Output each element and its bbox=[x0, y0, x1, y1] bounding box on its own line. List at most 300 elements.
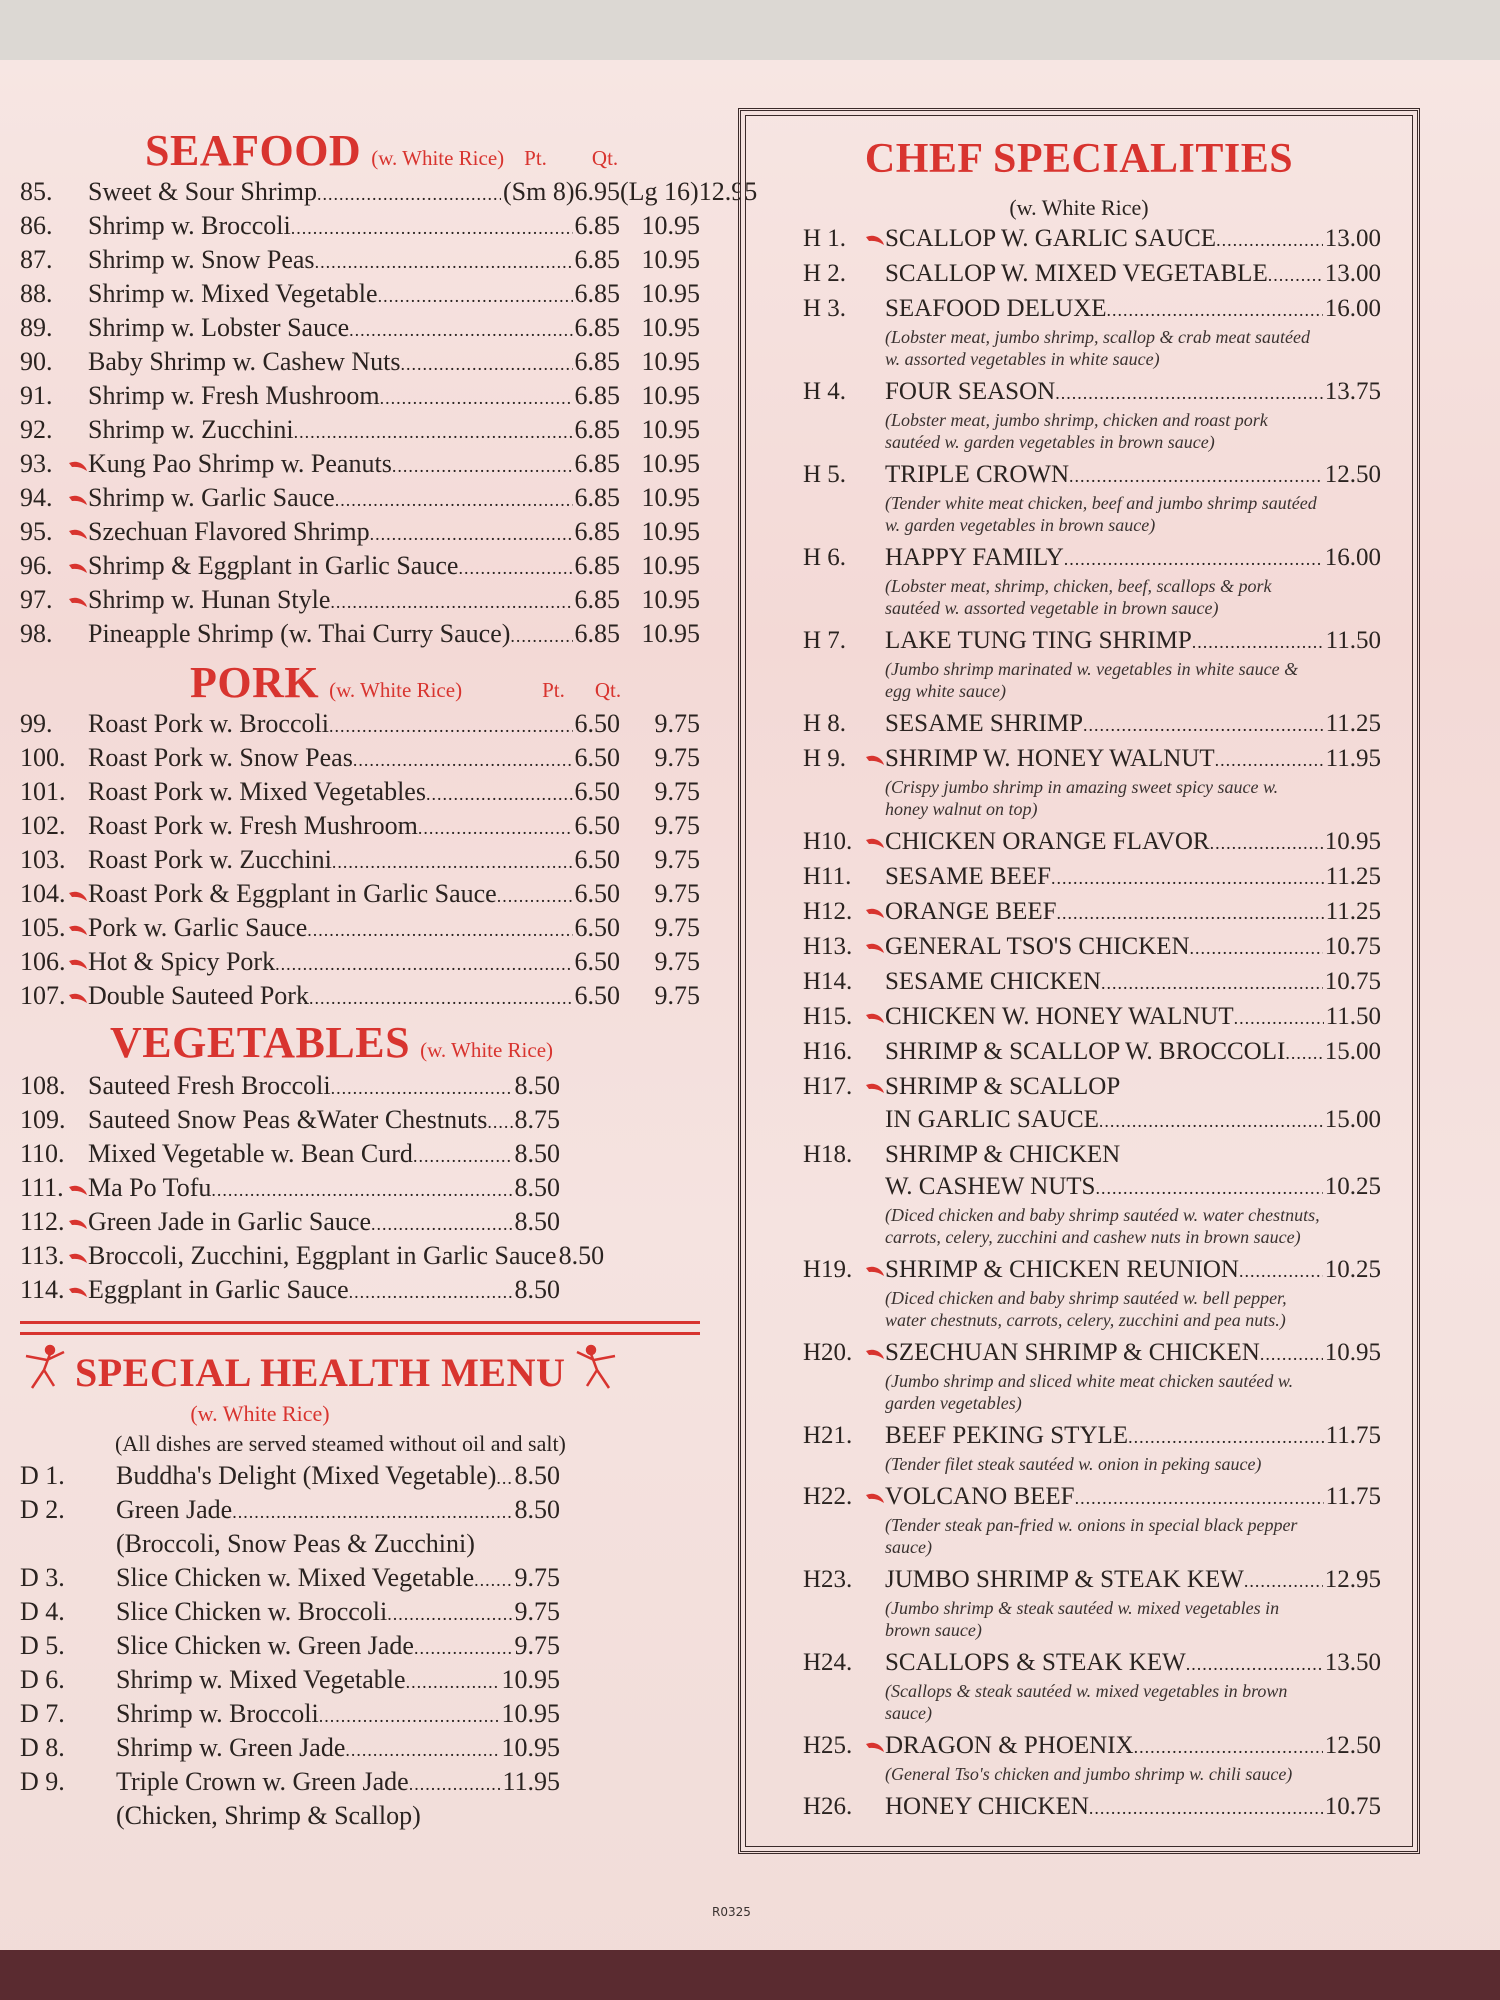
chef-item bbox=[803, 861, 1381, 894]
chef-specialities-box bbox=[738, 108, 1420, 1854]
chef-item bbox=[803, 1791, 1381, 1824]
item-price: 11.95 bbox=[502, 1767, 560, 1796]
chef-subtitle: (w. White Rice) bbox=[1009, 195, 1149, 220]
item-number: 89. bbox=[20, 313, 53, 342]
health-note: (All dishes are served steamed without oil and salt) bbox=[115, 1431, 566, 1456]
item-name: Shrimp w. Snow Peas bbox=[88, 245, 315, 274]
item-code: H20. bbox=[803, 1339, 853, 1366]
item-code: H25. bbox=[803, 1732, 853, 1759]
leader-dots bbox=[1260, 1337, 1323, 1370]
item-name: Shrimp w. Lobster Sauce bbox=[88, 313, 350, 342]
leader-dots bbox=[378, 277, 573, 313]
leader-dots bbox=[409, 1765, 501, 1801]
leader-dots bbox=[317, 175, 501, 211]
item-price: 16.00 bbox=[1324, 295, 1381, 322]
leader-dots bbox=[294, 413, 573, 449]
menu-item bbox=[20, 843, 700, 877]
leader-dots bbox=[1216, 223, 1323, 256]
chef-item-row bbox=[803, 1071, 1381, 1104]
chef-item-row bbox=[803, 223, 1381, 256]
item-name: DRAGON & PHOENIX bbox=[885, 1732, 1134, 1759]
leader-dots bbox=[474, 1561, 512, 1597]
item-price: 10.95 bbox=[501, 1665, 560, 1694]
chef-item bbox=[803, 1420, 1381, 1475]
item-name: Shrimp & Eggplant in Garlic Sauce bbox=[88, 551, 459, 580]
chef-item bbox=[803, 743, 1381, 820]
item-code: H 1. bbox=[803, 225, 847, 252]
item-number: 99. bbox=[20, 709, 53, 738]
item-price-pt: 6.50 bbox=[574, 709, 620, 738]
chef-item bbox=[803, 542, 1381, 619]
menu-item bbox=[20, 1663, 700, 1697]
item-name: SESAME SHRIMP bbox=[885, 710, 1083, 737]
leader-dots bbox=[349, 1273, 513, 1309]
chef-item bbox=[803, 1036, 1381, 1069]
item-price-pt: 6.85 bbox=[574, 347, 620, 376]
menu-item bbox=[20, 345, 700, 379]
item-price: 16.00 bbox=[1324, 544, 1381, 571]
item-price: 11.25 bbox=[1325, 863, 1381, 890]
item-name: Double Sauteed Pork bbox=[88, 981, 309, 1010]
seafood-title: SEAFOOD bbox=[145, 126, 362, 175]
item-name: Shrimp w. Green Jade bbox=[116, 1733, 346, 1762]
item-name: Shrimp w. Broccoli bbox=[88, 211, 291, 240]
chef-item-row bbox=[803, 459, 1381, 492]
leader-dots bbox=[418, 809, 573, 845]
item-name: GENERAL TSO'S CHICKEN bbox=[885, 933, 1190, 960]
item-subtitle: (Broccoli, Snow Peas & Zucchini) bbox=[116, 1529, 475, 1558]
item-code: H22. bbox=[803, 1483, 853, 1510]
item-code: H 5. bbox=[803, 461, 847, 488]
item-number: D 3. bbox=[20, 1563, 65, 1592]
item-price-pt: 6.50 bbox=[574, 879, 620, 908]
item-name: LAKE TUNG TING SHRIMP bbox=[885, 627, 1192, 654]
item-number: 91. bbox=[20, 381, 53, 410]
chef-item-row bbox=[803, 258, 1381, 291]
chef-item-row bbox=[803, 896, 1381, 929]
menu-item bbox=[20, 277, 700, 311]
chef-item bbox=[803, 625, 1381, 702]
seafood-qt-label: Qt. bbox=[591, 146, 619, 170]
item-name: SESAME BEEF bbox=[885, 863, 1052, 890]
leader-dots bbox=[1051, 861, 1324, 894]
menu-item bbox=[20, 515, 700, 549]
chef-item-row bbox=[803, 743, 1381, 776]
leader-dots bbox=[1099, 1104, 1323, 1137]
pork-qt-label: Qt. bbox=[594, 678, 622, 702]
item-price-pt: 6.85 bbox=[574, 211, 620, 240]
item-number: 98. bbox=[20, 619, 53, 648]
chef-item-row bbox=[803, 708, 1381, 741]
item-name: CHICKEN W. HONEY WALNUT bbox=[885, 1003, 1234, 1030]
item-price-qt: 10.95 bbox=[641, 619, 700, 648]
item-name-cont: W. CASHEW NUTS bbox=[885, 1173, 1096, 1200]
item-name: Roast Pork & Eggplant in Garlic Sauce bbox=[88, 879, 497, 908]
item-price: 12.50 bbox=[1324, 461, 1381, 488]
item-price-pt: 6.50 bbox=[574, 845, 620, 874]
item-name: HAPPY FAMILY bbox=[885, 544, 1064, 571]
item-code: H 4. bbox=[803, 378, 847, 405]
item-description: (Lobster meat, jumbo shrimp, scallop & crab meat sautéed w. assorted vegetables in white sauce) bbox=[885, 327, 1310, 369]
leader-dots bbox=[413, 1137, 513, 1173]
item-name: SCALLOPS & STEAK KEW bbox=[885, 1649, 1186, 1676]
item-name: HONEY CHICKEN bbox=[885, 1793, 1089, 1820]
chef-item-row bbox=[803, 1139, 1381, 1171]
chef-item bbox=[803, 966, 1381, 999]
item-number: 90. bbox=[20, 347, 53, 376]
item-price: 12.95 bbox=[1324, 1566, 1381, 1593]
chef-item-row bbox=[803, 542, 1381, 575]
leader-dots bbox=[414, 1629, 513, 1665]
item-code: H 2. bbox=[803, 260, 847, 287]
menu-item bbox=[20, 413, 700, 447]
leader-dots bbox=[335, 481, 573, 517]
chef-item bbox=[803, 376, 1381, 453]
item-price-qt: 9.75 bbox=[654, 981, 700, 1010]
item-name-cont: IN GARLIC SAUCE bbox=[885, 1106, 1099, 1133]
chef-item bbox=[803, 1071, 1381, 1137]
menu-item bbox=[20, 1103, 700, 1137]
item-description: (Lobster meat, jumbo shrimp, chicken and roast pork sautéed w. garden vegetables in brown sauce) bbox=[885, 410, 1268, 452]
item-price: 8.50 bbox=[514, 1139, 560, 1168]
leader-dots bbox=[315, 243, 573, 279]
item-number: 100. bbox=[20, 743, 66, 772]
item-price-pt: 6.50 bbox=[574, 947, 620, 976]
item-price-qt: 10.95 bbox=[641, 517, 700, 546]
item-code: H13. bbox=[803, 933, 853, 960]
item-price: 13.00 bbox=[1324, 260, 1381, 287]
item-number: 114. bbox=[20, 1275, 65, 1304]
leader-dots bbox=[1101, 966, 1323, 999]
health-header bbox=[20, 1345, 700, 1399]
item-code: H24. bbox=[803, 1649, 853, 1676]
leader-dots bbox=[1064, 542, 1323, 575]
item-name: Buddha's Delight (Mixed Vegetable) bbox=[116, 1461, 497, 1490]
menu-item bbox=[20, 243, 700, 277]
leader-dots bbox=[345, 1731, 499, 1767]
item-code: H23. bbox=[803, 1566, 853, 1593]
chef-item-row bbox=[803, 826, 1381, 859]
leader-dots bbox=[370, 515, 573, 551]
item-price: 10.75 bbox=[1324, 1793, 1381, 1820]
chef-item bbox=[803, 1730, 1381, 1785]
leader-dots bbox=[1215, 743, 1324, 776]
item-name: Roast Pork w. Broccoli bbox=[88, 709, 329, 738]
item-number: D 5. bbox=[20, 1631, 65, 1660]
leader-dots bbox=[1107, 293, 1323, 326]
item-name: SHRIMP & CHICKEN REUNION bbox=[885, 1256, 1239, 1283]
chef-item-row bbox=[803, 931, 1381, 964]
leader-dots bbox=[496, 1459, 512, 1495]
menu-item bbox=[20, 1069, 700, 1103]
item-code: H10. bbox=[803, 828, 853, 855]
item-price: 10.75 bbox=[1324, 933, 1381, 960]
leader-dots bbox=[1128, 1420, 1324, 1453]
item-code: H15. bbox=[803, 1003, 853, 1030]
item-price: 11.25 bbox=[1325, 710, 1381, 737]
leader-dots bbox=[332, 843, 573, 879]
item-price-qt: 9.75 bbox=[654, 947, 700, 976]
leader-dots bbox=[309, 979, 573, 1015]
chef-item-row bbox=[803, 1647, 1381, 1680]
item-number: D 9. bbox=[20, 1767, 65, 1796]
leader-dots bbox=[1095, 1171, 1322, 1204]
item-price-qt: 9.75 bbox=[654, 845, 700, 874]
item-code: H 7. bbox=[803, 627, 847, 654]
item-price-qt: 9.75 bbox=[654, 913, 700, 942]
table-surface-top bbox=[0, 0, 1500, 60]
leader-dots bbox=[458, 549, 572, 585]
item-price: 11.50 bbox=[1325, 1003, 1381, 1030]
item-name: Slice Chicken w. Mixed Vegetable bbox=[116, 1563, 475, 1592]
item-price: 10.95 bbox=[501, 1699, 560, 1728]
item-price: 10.95 bbox=[501, 1733, 560, 1762]
item-price-qt: 10.95 bbox=[641, 279, 700, 308]
item-code: H18. bbox=[803, 1141, 853, 1168]
menu-item bbox=[20, 945, 700, 979]
item-price-pt: 6.50 bbox=[574, 743, 620, 772]
menu-item bbox=[20, 1561, 700, 1595]
chef-item bbox=[803, 826, 1381, 859]
chef-item-row bbox=[803, 1564, 1381, 1597]
item-number: 109. bbox=[20, 1105, 66, 1134]
menu-item bbox=[20, 741, 700, 775]
pork-subtitle: (w. White Rice) bbox=[329, 678, 463, 702]
chef-item bbox=[803, 1481, 1381, 1558]
item-price-qt: 9.75 bbox=[654, 879, 700, 908]
item-number: 86. bbox=[20, 211, 53, 240]
item-name: Roast Pork w. Mixed Vegetables bbox=[88, 777, 426, 806]
item-price-qt: 10.95 bbox=[641, 245, 700, 274]
item-price: 10.25 bbox=[1324, 1173, 1381, 1200]
item-name: Pork w. Garlic Sauce bbox=[88, 913, 308, 942]
leader-dots bbox=[487, 1103, 512, 1139]
leader-dots bbox=[211, 1171, 512, 1207]
leader-dots bbox=[1186, 1647, 1323, 1680]
item-price-qt: 10.95 bbox=[641, 415, 700, 444]
leader-dots bbox=[1069, 459, 1323, 492]
health-subtitle: (w. White Rice) bbox=[190, 1401, 330, 1426]
item-number: 96. bbox=[20, 551, 53, 580]
vegetables-title: VEGETABLES bbox=[110, 1018, 411, 1067]
leader-dots bbox=[1190, 931, 1323, 964]
leader-dots bbox=[387, 1595, 512, 1631]
item-price-pt: 6.85 bbox=[574, 313, 620, 342]
item-number: 110. bbox=[20, 1139, 65, 1168]
chef-item bbox=[803, 1647, 1381, 1724]
chef-item bbox=[803, 1254, 1381, 1331]
chef-item-row bbox=[803, 1730, 1381, 1763]
menu-item bbox=[20, 1137, 700, 1171]
item-number: D 8. bbox=[20, 1733, 65, 1762]
item-name: SCALLOP W. MIXED VEGETABLE bbox=[885, 260, 1268, 287]
item-name: ORANGE BEEF bbox=[885, 898, 1057, 925]
item-price: 11.25 bbox=[1325, 898, 1381, 925]
item-number: D 4. bbox=[20, 1597, 65, 1626]
item-name: Shrimp w. Hunan Style bbox=[88, 585, 331, 614]
item-name: Green Jade in Garlic Sauce bbox=[88, 1207, 371, 1236]
health-list bbox=[20, 1459, 700, 1833]
item-code: H19. bbox=[803, 1256, 853, 1283]
leader-dots bbox=[1268, 258, 1323, 291]
item-number: 94. bbox=[20, 483, 53, 512]
item-number: 111. bbox=[20, 1173, 64, 1202]
item-price: 9.75 bbox=[514, 1631, 560, 1660]
leader-dots bbox=[497, 877, 573, 913]
item-price: 15.00 bbox=[1324, 1106, 1381, 1133]
leader-dots bbox=[1057, 896, 1324, 929]
item-number: 88. bbox=[20, 279, 53, 308]
item-price: 12.50 bbox=[1324, 1732, 1381, 1759]
menu-item bbox=[20, 1205, 700, 1239]
chef-item bbox=[803, 223, 1381, 256]
menu-item bbox=[20, 707, 700, 741]
chef-item-row bbox=[803, 1254, 1381, 1287]
leader-dots bbox=[331, 1069, 513, 1105]
leader-dots bbox=[1083, 708, 1324, 741]
leader-dots bbox=[1285, 1036, 1322, 1069]
menu-item bbox=[20, 175, 758, 209]
health-title: SPECIAL HEALTH MENU bbox=[75, 1349, 566, 1395]
chef-item bbox=[803, 1564, 1381, 1641]
leader-dots bbox=[1192, 625, 1324, 658]
item-number: 105. bbox=[20, 913, 66, 942]
leader-dots bbox=[1055, 376, 1323, 409]
chef-item-row bbox=[803, 1481, 1381, 1514]
item-code: H21. bbox=[803, 1422, 853, 1449]
menu-item bbox=[20, 1765, 700, 1799]
menu-item bbox=[20, 979, 700, 1013]
item-price-pt: 6.85 bbox=[574, 245, 620, 274]
item-number: 106. bbox=[20, 947, 66, 976]
item-price-pt: (Sm 8)6.95 bbox=[503, 177, 620, 206]
left-column bbox=[20, 125, 758, 1833]
item-price-qt: 9.75 bbox=[654, 777, 700, 806]
item-number: 97. bbox=[20, 585, 53, 614]
item-price-pt: 6.85 bbox=[574, 381, 620, 410]
item-price-qt: 10.95 bbox=[641, 313, 700, 342]
item-price: 8.50 bbox=[514, 1071, 560, 1100]
dancer-icon bbox=[571, 1342, 626, 1402]
leader-dots bbox=[329, 707, 573, 743]
leader-dots bbox=[371, 1205, 513, 1241]
chef-item-row bbox=[803, 1337, 1381, 1370]
leader-dots bbox=[392, 447, 573, 483]
item-name: Pineapple Shrimp (w. Thai Curry Sauce) bbox=[88, 619, 511, 648]
item-code: H16. bbox=[803, 1038, 853, 1065]
item-description: (Lobster meat, shrimp, chicken, beef, scallops & pork sautéed w. assorted vegetable in brown sauce) bbox=[885, 576, 1272, 618]
item-price-qt: 9.75 bbox=[654, 743, 700, 772]
item-name: Sweet & Sour Shrimp bbox=[88, 177, 317, 206]
menu-item bbox=[20, 1171, 700, 1205]
item-price-qt: 10.95 bbox=[641, 211, 700, 240]
item-code: H12. bbox=[803, 898, 853, 925]
leader-dots bbox=[406, 1663, 500, 1699]
item-price: 13.50 bbox=[1324, 1649, 1381, 1676]
item-name: TRIPLE CROWN bbox=[885, 461, 1070, 488]
leader-dots bbox=[1134, 1730, 1323, 1763]
item-name: Roast Pork w. Zucchini bbox=[88, 845, 332, 874]
item-price: 8.50 bbox=[514, 1495, 560, 1524]
item-code: H 3. bbox=[803, 295, 847, 322]
item-name: BEEF PEKING STYLE bbox=[885, 1422, 1129, 1449]
item-name: Broccoli, Zucchini, Eggplant in Garlic Sauce bbox=[88, 1241, 557, 1270]
item-name: Shrimp w. Zucchini bbox=[88, 415, 294, 444]
item-description: (Jumbo shrimp marinated w. vegetables in white sauce & egg white sauce) bbox=[885, 659, 1299, 701]
menu-item bbox=[20, 1273, 700, 1307]
item-price: 8.50 bbox=[514, 1173, 560, 1202]
leader-dots bbox=[291, 209, 573, 245]
chef-item bbox=[803, 1001, 1381, 1034]
item-price: 9.75 bbox=[514, 1563, 560, 1592]
chef-item bbox=[803, 459, 1381, 536]
item-price-pt: 6.50 bbox=[574, 777, 620, 806]
chef-item-row bbox=[803, 1001, 1381, 1034]
item-price-pt: 6.85 bbox=[574, 585, 620, 614]
menu-item bbox=[20, 775, 700, 809]
vegetables-header bbox=[110, 1017, 700, 1069]
seafood-list bbox=[20, 175, 758, 651]
item-price: 10.25 bbox=[1324, 1256, 1381, 1283]
menu-item bbox=[20, 481, 700, 515]
item-description: (Crispy jumbo shrimp in amazing sweet spicy sauce w. honey walnut on top) bbox=[885, 777, 1279, 819]
item-name: Green Jade bbox=[116, 1495, 233, 1524]
item-name: VOLCANO BEEF bbox=[885, 1483, 1075, 1510]
chef-item-row bbox=[803, 1171, 1381, 1204]
item-name: Mixed Vegetable w. Bean Curd bbox=[88, 1139, 413, 1168]
item-name: Sauteed Snow Peas &Water Chestnuts bbox=[88, 1105, 488, 1134]
leader-dots bbox=[380, 379, 573, 415]
menu-item bbox=[20, 447, 700, 481]
leader-dots bbox=[330, 583, 572, 619]
menu-item bbox=[20, 877, 700, 911]
chef-item-row bbox=[803, 966, 1381, 999]
item-number: D 6. bbox=[20, 1665, 65, 1694]
item-name: Sauteed Fresh Broccoli bbox=[88, 1071, 331, 1100]
item-description: (Tender white meat chicken, beef and jumbo shrimp sautéed w. garden vegetables in brown sauce) bbox=[885, 493, 1317, 535]
item-name: Kung Pao Shrimp w. Peanuts bbox=[88, 449, 392, 478]
leader-dots bbox=[1075, 1481, 1324, 1514]
menu-item bbox=[20, 209, 700, 243]
leader-dots bbox=[353, 741, 573, 777]
item-price: 11.95 bbox=[1325, 745, 1381, 772]
item-name: Eggplant in Garlic Sauce bbox=[88, 1275, 349, 1304]
chef-item bbox=[803, 293, 1381, 370]
item-price-pt: 6.50 bbox=[574, 981, 620, 1010]
item-number: 95. bbox=[20, 517, 53, 546]
item-price-qt: 10.95 bbox=[641, 381, 700, 410]
item-name: SHRIMP & SCALLOP W. BROCCOLI bbox=[885, 1038, 1286, 1065]
menu-item bbox=[20, 809, 700, 843]
leader-dots bbox=[1244, 1564, 1323, 1597]
item-price: 13.75 bbox=[1324, 378, 1381, 405]
chef-title: CHEF SPECIALITIES bbox=[864, 136, 1294, 182]
item-price-pt: 6.85 bbox=[574, 483, 620, 512]
leader-dots bbox=[1234, 1001, 1324, 1034]
item-description: (Tender filet steak sautéed w. onion in peking sauce) bbox=[885, 1454, 1262, 1474]
item-name: Triple Crown w. Green Jade bbox=[116, 1767, 409, 1796]
item-name: Roast Pork w. Fresh Mushroom bbox=[88, 811, 418, 840]
dancer-icon bbox=[20, 1342, 75, 1402]
item-name: Shrimp w. Garlic Sauce bbox=[88, 483, 335, 512]
item-name: CHICKEN ORANGE FLAVOR bbox=[885, 828, 1210, 855]
item-price-qt: 9.75 bbox=[654, 811, 700, 840]
item-name: Shrimp w. Broccoli bbox=[116, 1699, 319, 1728]
menu-item bbox=[20, 1697, 700, 1731]
item-price: 13.00 bbox=[1324, 225, 1381, 252]
item-number: 108. bbox=[20, 1071, 66, 1100]
item-number: 104. bbox=[20, 879, 66, 908]
